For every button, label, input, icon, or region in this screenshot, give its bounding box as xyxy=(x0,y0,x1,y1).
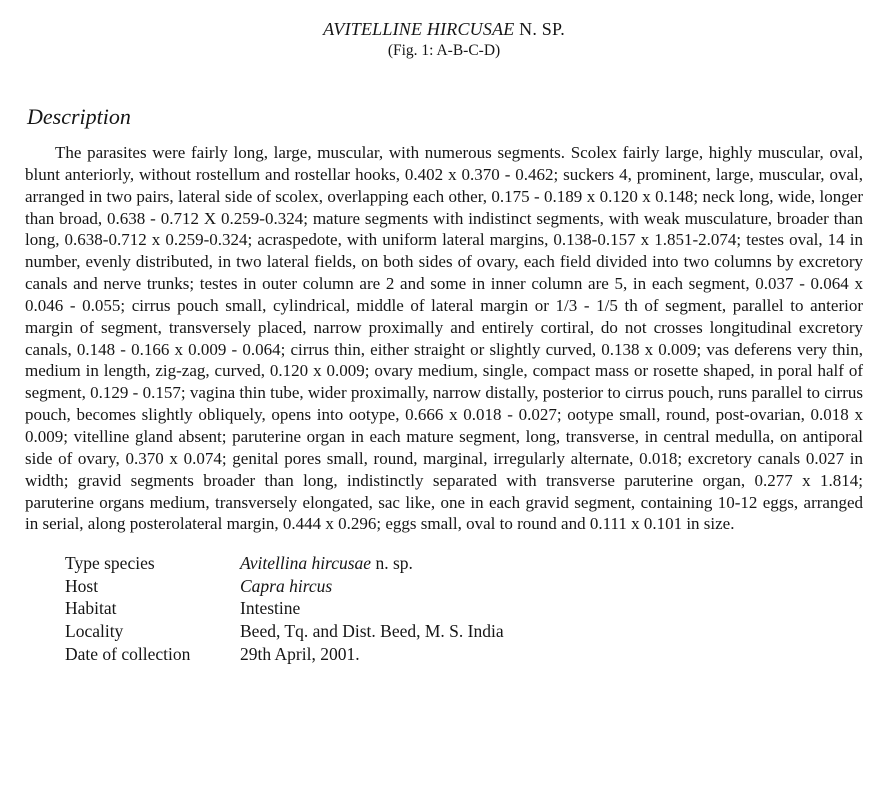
detail-row-locality xyxy=(65,620,863,643)
detail-row-type-species xyxy=(65,552,863,575)
detail-value-roman: Beed, Tq. and Dist. Beed, M. S. India xyxy=(240,620,504,641)
detail-row-host xyxy=(65,575,863,598)
paper-title xyxy=(25,18,863,40)
detail-value-roman: 29th April, 2001. xyxy=(240,643,360,664)
detail-label: Locality xyxy=(65,620,124,641)
detail-value-roman: Intestine xyxy=(240,598,301,619)
detail-value xyxy=(240,552,863,575)
detail-label: Host xyxy=(65,575,99,596)
detail-label: Type species xyxy=(65,553,155,574)
detail-row-date-of-collection xyxy=(65,643,863,666)
detail-value xyxy=(240,643,863,666)
detail-value-roman: n. sp. xyxy=(371,553,413,574)
specimen-details-table xyxy=(65,552,863,665)
detail-value xyxy=(240,597,863,620)
detail-value xyxy=(240,575,863,598)
detail-value xyxy=(240,620,863,643)
species-title-suffix: N. SP. xyxy=(514,19,565,39)
detail-value-italic: Avitellina hircusae xyxy=(240,553,372,574)
detail-label: Habitat xyxy=(65,598,117,619)
detail-label: Date of collection xyxy=(65,643,191,664)
section-heading: Description xyxy=(27,104,131,129)
description-paragraph: The parasites were fairly long, large, muscular, with numerous segments. Scolex fairly large, highly muscular, oval, blunt anteriorly, without rostellum and rostellar hooks, 0.402 x 0.370 - 0.462; suckers 4, prominent, large, muscular, oval, arranged in two pairs, lateral side of scolex, overlapping each other, 0.175 - 0.189 x 0.120 x 0.148; neck long, wide, longer than broad, 0.638 - 0.712 X 0.259-0.324; mature segments with indistinct segments, with weak musculature, broader than long, 0.638-0.712 x 0.259-0.324; acraspedote, with uniform lateral margins, 0.138-0.157 x 1.851-2.074; testes oval, 14 in number, evenly distributed, in two lateral fields, on both sides of ovary, each field divided into two columns by excretory canals and nerve trunks; testes in outer column are 2 and some in inner column are 5, in each segment, 0.037 - 0.064 x 0.046 - 0.055; cirrus pouch small, cylindrical, middle of lateral margin or 1/3 - 1/5 th of segment, parallel to anterior margin of segment, transversely placed, narrow proximally and entirely cortiral, do not crosses longitudinal excretory canals, 0.148 - 0.166 x 0.009 - 0.064; cirrus thin, either straight or slightly curved, 0.138 x 0.009; vas deferens very thin, medium in length, zig-zag, curved, 0.120 x 0.009; ovary medium, single, compact mass or rosette shaped, in poral half of segment, 0.129 - 0.157; vagina thin tube, wider proximally, narrow distally, posterior to cirrus pouch, runs parallel to cirrus pouch, becomes slightly obliquely, opens into ootype, 0.666 x 0.018 - 0.027; ootype small, round, post-ovarian, 0.018 x 0.009; vitelline gland absent; paruterine organ in each mature segment, long, transverse, in central medulla, on antiporal side of ovary, 0.370 x 0.074; genital pores small, round, marginal, irregularly alternate, 0.018; excretory canals 0.027 in width; gravid segments broader than long, indistinctly separated with transverse paruterine organ, 0.277 x 1.814; paruterine organs medium, transversely elongated, sac like, one in each gravid segment, containing 10-12 eggs, arranged in serial, along posterolateral margin, 0.444 x 0.296; eggs small, oval to round and 0.111 x 0.101 in size. xyxy=(25,143,863,534)
detail-row-habitat xyxy=(65,597,863,620)
species-title-italic: AVITELLINE HIRCUSAE xyxy=(323,19,515,39)
detail-value-italic: Capra hircus xyxy=(240,575,333,596)
figure-reference: (Fig. 1: A-B-C-D) xyxy=(387,42,501,59)
